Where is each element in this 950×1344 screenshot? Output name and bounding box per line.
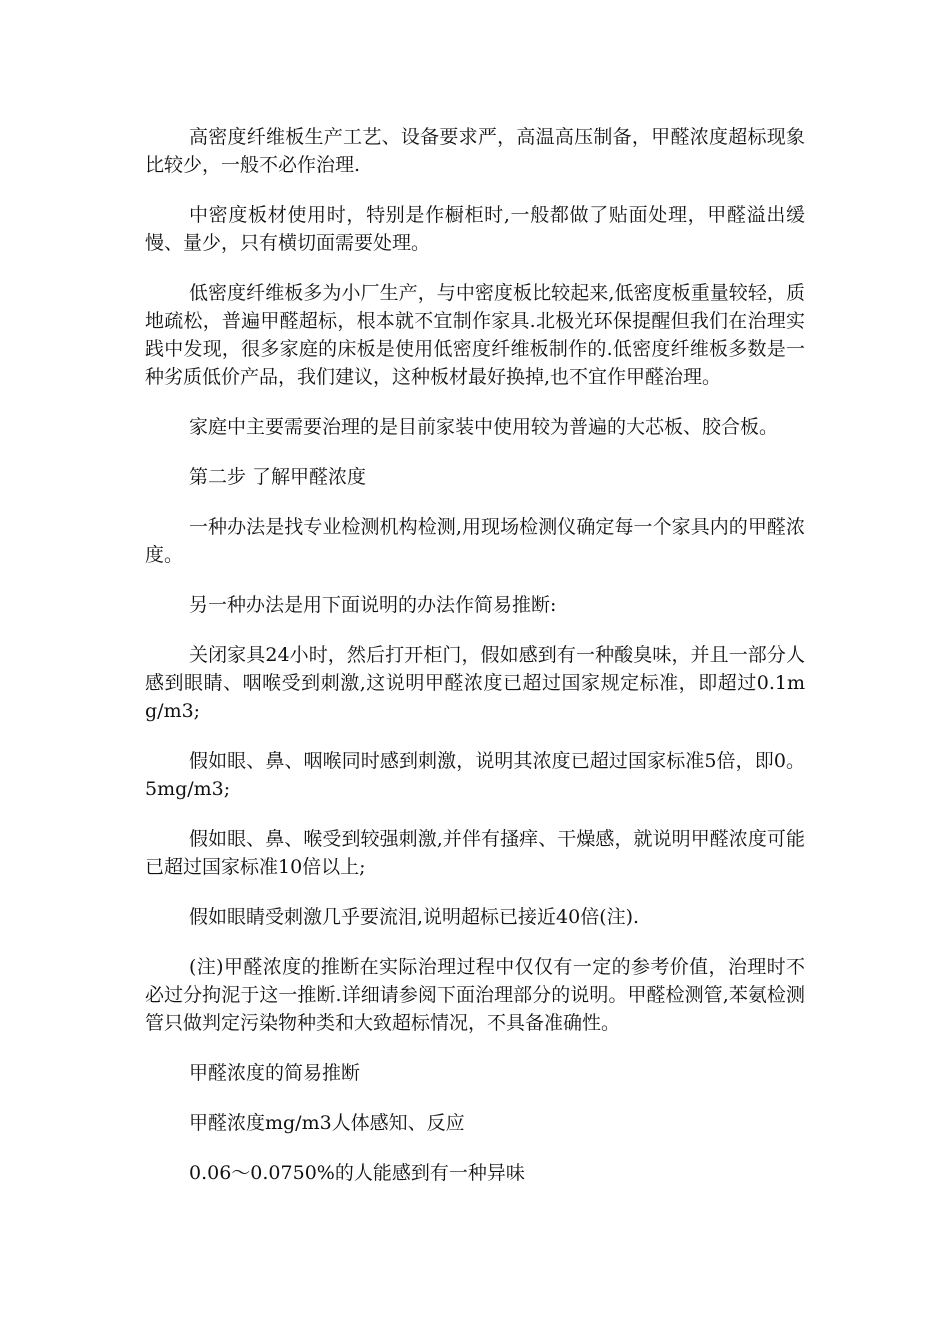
paragraph-main-treatment-targets: 家庭中主要需要治理的是目前家装中使用较为普遍的大芯板、胶合板。 (189, 416, 779, 438)
paragraph-close-cabinet-test: 关闭家具24小时，然后打开柜门，假如感到有一种酸臭味，并且一部分人感到眼睛、咽喉受到刺激,这说明甲醛浓度已超过国家规定标准，即超过0.1mg/m3; (145, 644, 805, 722)
paragraph-method-two: 另一种办法是用下面说明的办法作简易推断: (189, 594, 557, 616)
table-header-line: 甲醛浓度mg/m3人体感知、反应 (189, 1112, 465, 1134)
table-row-line: 0.06～0.0750%的人能感到有一种异味 (189, 1162, 525, 1184)
paragraph-ten-times: 假如眼、鼻、喉受到较强刺激,并伴有搔痒、干燥感，就说明甲醛浓度可能已超过国家标准10倍以上; (145, 828, 805, 878)
paragraph-medium-density-board: 中密度板材使用时，特别是作橱柜时,一般都做了贴面处理，甲醛溢出缓慢、量少，只有横切面需要处理。 (145, 204, 805, 254)
paragraph-low-density-board: 低密度纤维板多为小厂生产，与中密度板比较起来,低密度板重量较轻，质地疏松，普遍甲醛超标，根本就不宜制作家具.北极光环保提醒但我们在治理实践中发现，很多家庭的床板是使用低密度纤维板制作的.低密度纤维板多数是一种劣质低价产品，我们建议，这种板材最好换掉,也不宜作甲醛治理。 (145, 282, 805, 388)
paragraph-five-times: 假如眼、鼻、咽喉同时感到刺激，说明其浓度已超过国家标准5倍，即0。5mg/m3; (145, 750, 805, 800)
document-body (145, 123, 805, 1209)
paragraph-forty-times: 假如眼睛受刺激几乎要流泪,说明超标已接近40倍(注). (189, 906, 640, 928)
paragraph-method-one: 一种办法是找专业检测机构检测,用现场检测仪确定每一个家具内的甲醛浓度。 (145, 516, 805, 566)
section-heading-step-two: 第二步 了解甲醛浓度 (189, 466, 367, 488)
paragraph-high-density-board: 高密度纤维板生产工艺、设备要求严，高温高压制备，甲醛浓度超标现象比较少，一般不必作治理. (145, 126, 805, 176)
section-heading-simple-inference: 甲醛浓度的简易推断 (189, 1062, 361, 1084)
paragraph-note: (注)甲醛浓度的推断在实际治理过程中仅仅有一定的参考价值，治理时不必过分拘泥于这一推断.详细请参阅下面治理部分的说明。甲醛检测管,苯氨检测管只做判定污染物种类和大致超标情况，不具备准确性。 (145, 956, 805, 1034)
